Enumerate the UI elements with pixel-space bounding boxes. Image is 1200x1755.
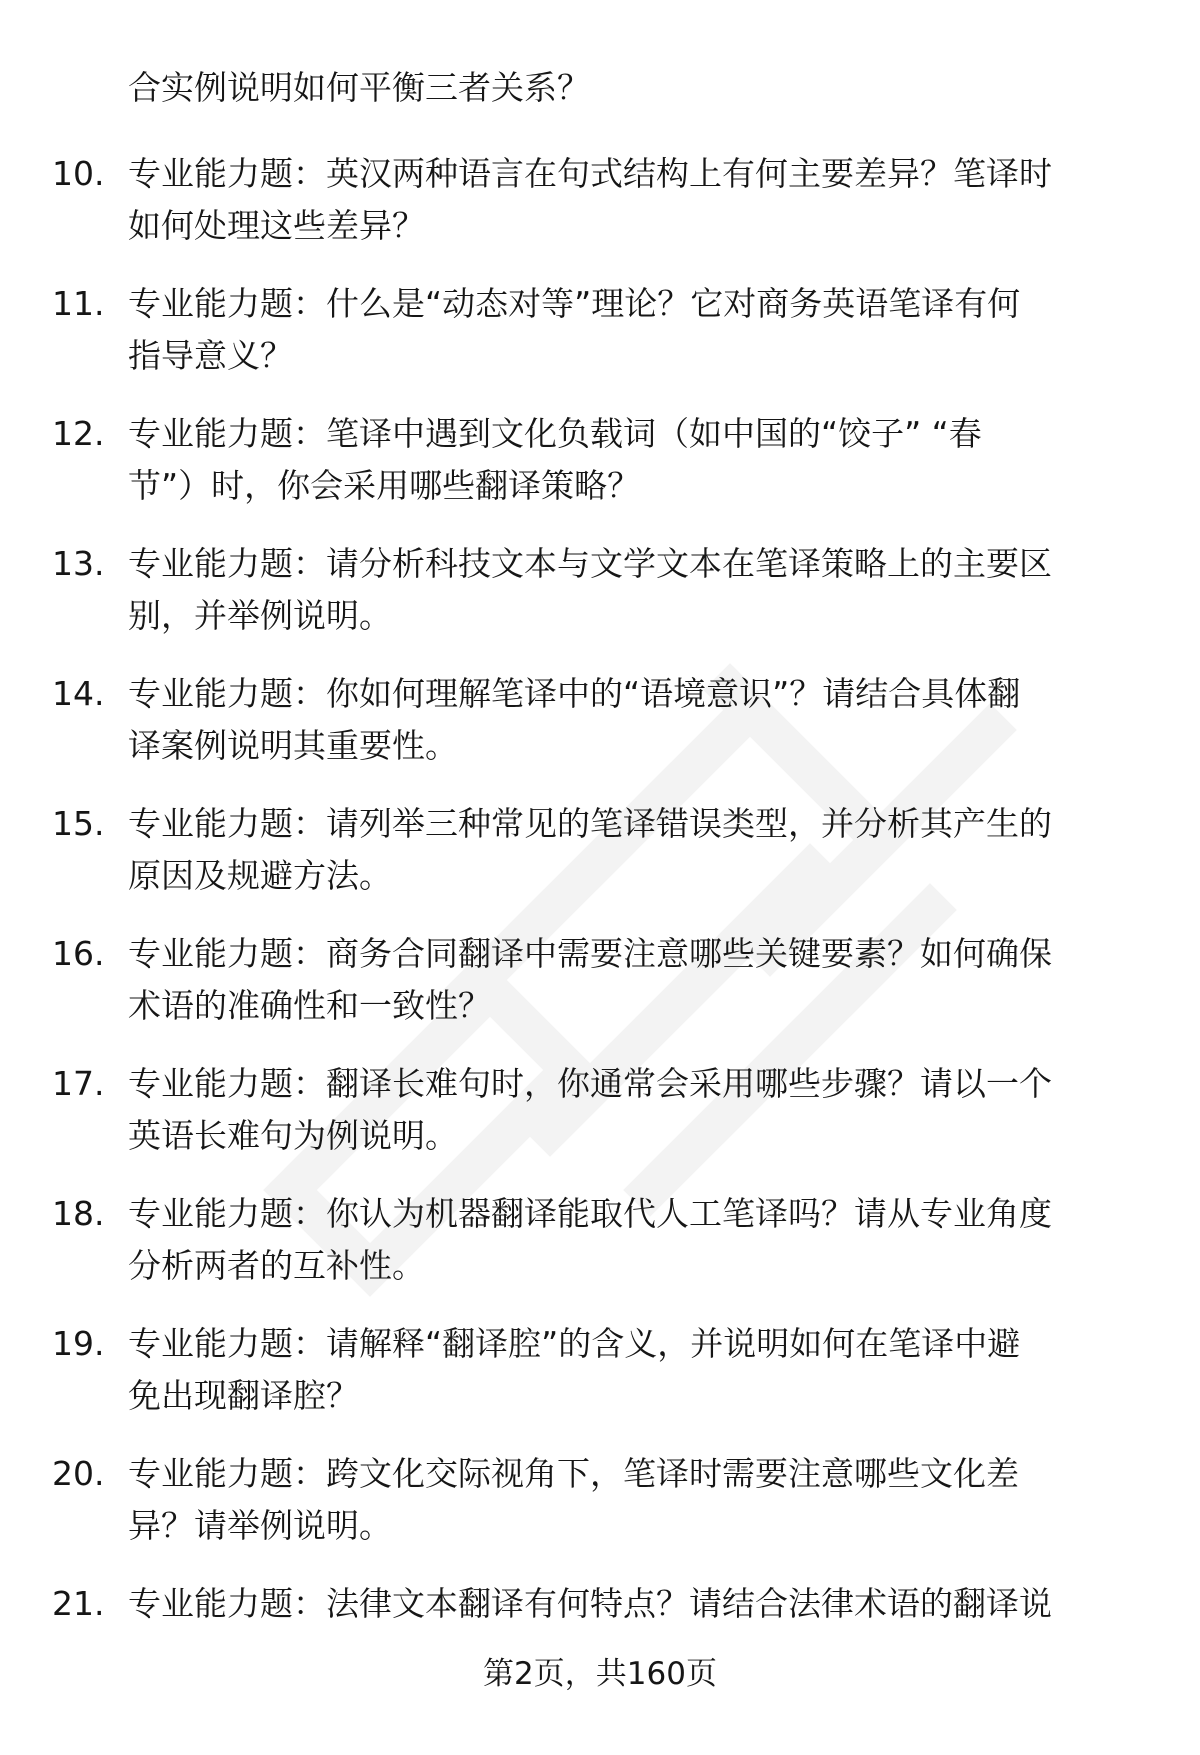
question-number: 15. [52,804,105,843]
question-text: 专业能力题：你如何理解笔译中的“语境意识”？请结合具体翻 译案例说明其重要性。 [128,674,1021,765]
question-item [0,1318,1200,1448]
question-item [0,928,1200,1058]
question-text: 专业能力题：什么是“动态对等”理论？它对商务英语笔译有何 指导意义？ [128,284,1021,375]
question-text: 专业能力题：你认为机器翻译能取代人工笔译吗？请从专业角度 分析两者的互补性。 [128,1194,1052,1285]
question-list [0,148,1200,1708]
question-number: 10. [52,154,105,193]
continued-question-text: 合实例说明如何平衡三者关系？ [128,68,590,107]
question-number: 11. [52,284,105,323]
question-text: 专业能力题：笔译中遇到文化负载词（如中国的“饺子” “春 节”）时，你会采用哪些翻译策略？ [128,414,982,505]
question-text: 专业能力题：请分析科技文本与文学文本在笔译策略上的主要区 别，并举例说明。 [128,544,1052,635]
question-number: 13. [52,544,105,583]
question-text: 专业能力题：翻译长难句时，你通常会采用哪些步骤？请以一个 英语长难句为例说明。 [128,1064,1052,1155]
question-number: 19. [52,1324,105,1363]
question-item [0,408,1200,538]
question-text: 专业能力题：英汉两种语言在句式结构上有何主要差异？笔译时 如何处理这些差异？ [128,154,1052,245]
question-number: 20. [52,1454,105,1493]
question-number: 12. [52,414,105,453]
question-item [0,278,1200,408]
question-item [0,798,1200,928]
page-footer: 第2页，共160页 [483,1656,717,1692]
question-text: 专业能力题：请解释“翻译腔”的含义，并说明如何在笔译中避 免出现翻译腔？ [128,1324,1021,1415]
question-item [0,668,1200,798]
question-text: 专业能力题：商务合同翻译中需要注意哪些关键要素？如何确保 术语的准确性和一致性？ [128,934,1052,1025]
question-item [0,1188,1200,1318]
question-number: 16. [52,934,105,973]
question-item [0,538,1200,668]
question-item [0,1448,1200,1578]
question-number: 18. [52,1194,105,1233]
question-text: 专业能力题：法律文本翻译有何特点？请结合法律术语的翻译说 [128,1584,1052,1623]
question-number: 21. [52,1584,105,1623]
question-number: 17. [52,1064,105,1103]
question-number: 14. [52,674,105,713]
question-item [0,148,1200,278]
question-text: 专业能力题：请列举三种常见的笔译错误类型，并分析其产生的 原因及规避方法。 [128,804,1052,895]
question-text: 专业能力题：跨文化交际视角下，笔译时需要注意哪些文化差 异？请举例说明。 [128,1454,1019,1545]
question-item [0,1058,1200,1188]
